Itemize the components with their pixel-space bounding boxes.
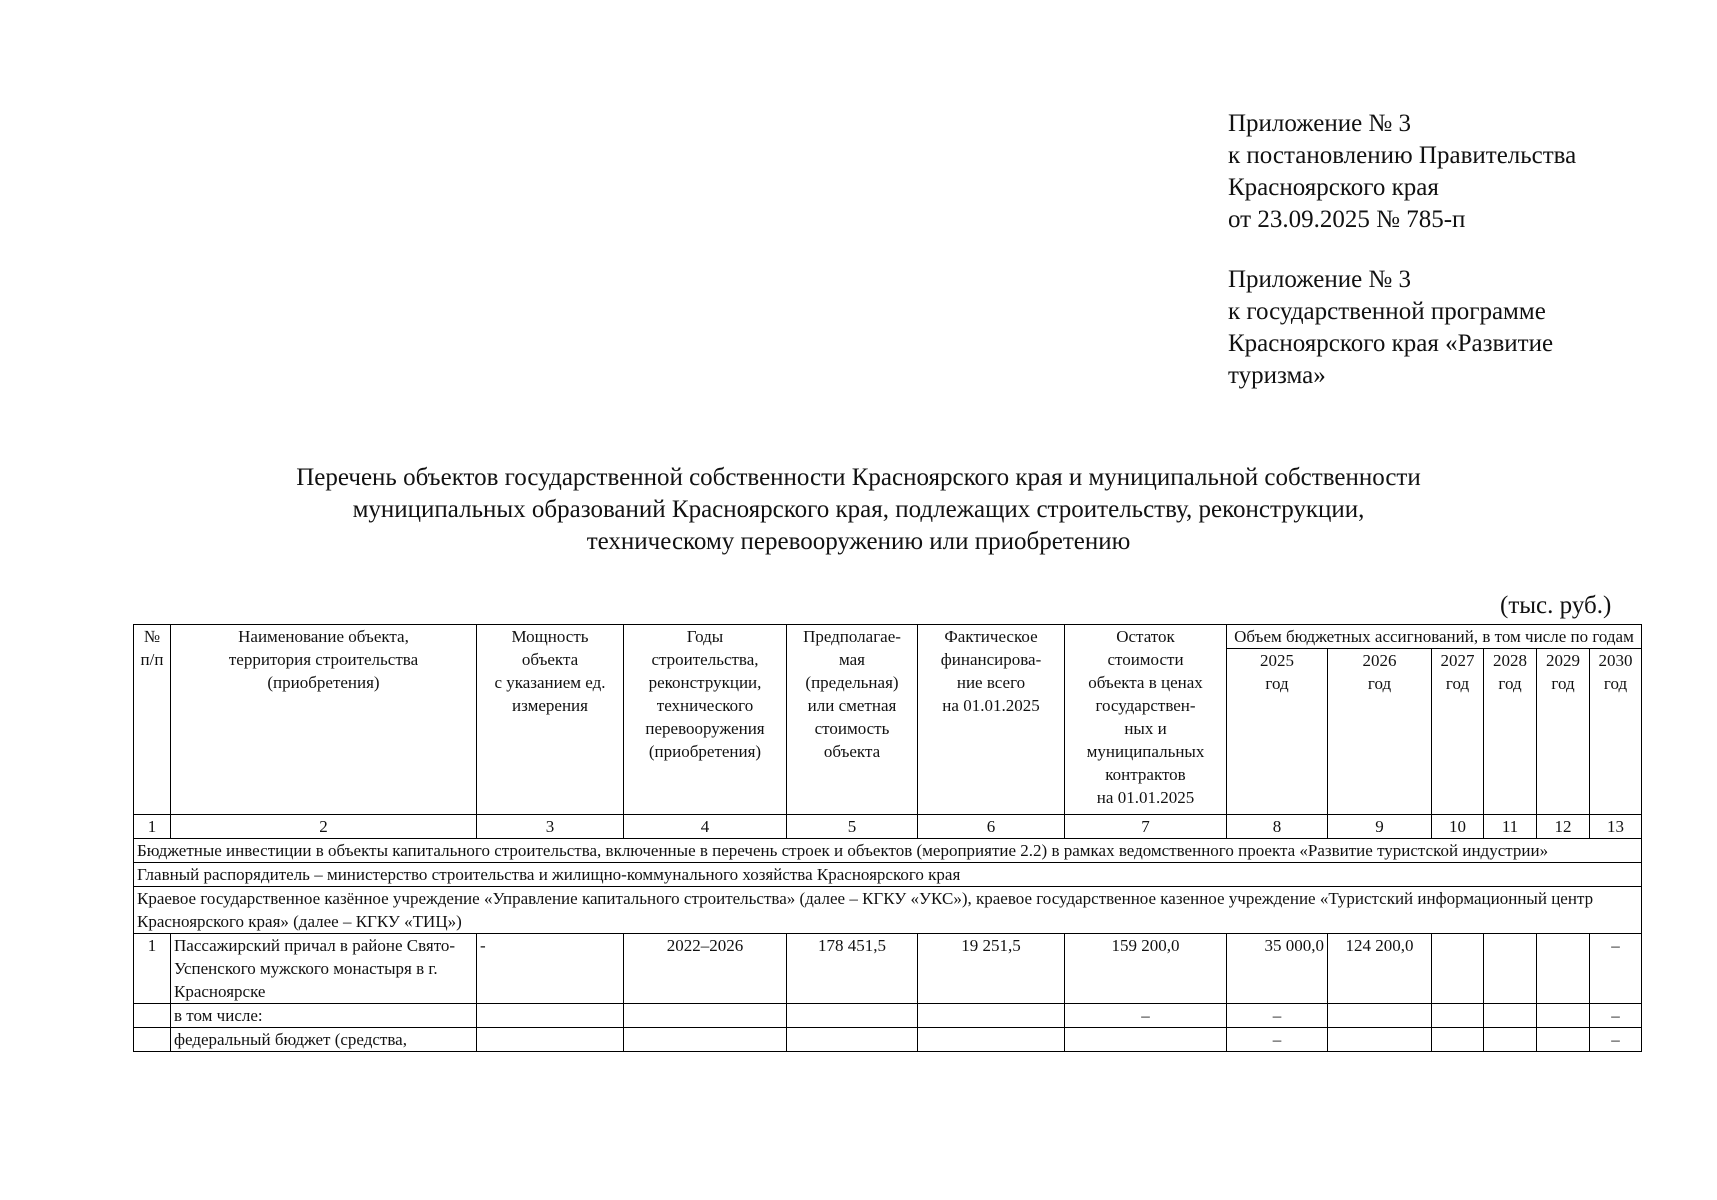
header-estimated-cost: Предполагае- мая (предельная) или сметная стоимость объекта (787, 625, 918, 815)
column-number-row (134, 815, 1642, 839)
row-actual-financing (918, 1004, 1065, 1028)
row-actual-financing (918, 1028, 1065, 1052)
row-2029 (1537, 1004, 1590, 1028)
column-number: 5 (787, 815, 918, 839)
header-capacity: Мощность объекта с указанием ед. измерения (477, 625, 624, 815)
row-years: 2022–2026 (624, 934, 787, 1004)
row-name: федеральный бюджет (средства, (171, 1028, 477, 1052)
title-line: Перечень объектов государственной собственности Красноярского края и муниципальной собственности (296, 464, 1421, 491)
header-budget-group: Объем бюджетных ассигнований, в том числе по годам (1227, 625, 1642, 649)
row-2026: 124 200,0 (1328, 934, 1432, 1004)
column-number: 7 (1065, 815, 1227, 839)
objects-table (133, 624, 1642, 1052)
column-number: 3 (477, 815, 624, 839)
header-year-2026: 2026 год (1328, 649, 1432, 815)
header-year-2028: 2028 год (1484, 649, 1537, 815)
row-2025: – (1227, 1028, 1328, 1052)
header-actual-financing: Фактическое финансирова- ние всего на 01.01.2025 (918, 625, 1065, 815)
section-manager: Главный распорядитель – министерство строительства и жилищно-коммунального хозяйства Красноярского края (134, 863, 1642, 887)
appendix-resolution-block (1228, 108, 1576, 236)
column-number: 13 (1590, 815, 1642, 839)
row-estimated-cost: 178 451,5 (787, 934, 918, 1004)
appendix-line: к государственной программе (1228, 298, 1546, 325)
row-capacity (477, 1028, 624, 1052)
row-capacity: - (477, 934, 624, 1004)
appendix-line: Приложение № 3 (1228, 266, 1412, 293)
row-2030: – (1590, 1028, 1642, 1052)
row-remaining-cost: – (1065, 1004, 1227, 1028)
column-number: 4 (624, 815, 787, 839)
column-number: 11 (1484, 815, 1537, 839)
header-name: Наименование объекта, территория строительства (приобретения) (171, 625, 477, 815)
column-number: 9 (1328, 815, 1432, 839)
column-number: 10 (1432, 815, 1484, 839)
column-number: 6 (918, 815, 1065, 839)
row-capacity (477, 1004, 624, 1028)
row-2025: 35 000,0 (1227, 934, 1328, 1004)
table-row (134, 1028, 1642, 1052)
row-years (624, 1028, 787, 1052)
header-year-2027: 2027 год (1432, 649, 1484, 815)
section-institution: Краевое государственное казённое учреждение «Управление капитального строительства» (далее – КГКУ «УКС»), краевое государственное казенное учреждение «Туристский информационный центр Красноярского края» (далее – КГКУ «ТИЦ») (134, 887, 1642, 934)
row-name: Пассажирский причал в районе Свято-Успенского мужского монастыря в г. Красноярске (171, 934, 477, 1004)
appendix-line: от 23.09.2025 № 785-п (1228, 206, 1466, 233)
title-line: техническому перевооружению или приобретению (586, 528, 1131, 555)
row-2030: – (1590, 934, 1642, 1004)
appendix-line: Приложение № 3 (1228, 110, 1412, 137)
appendix-program-block (1228, 264, 1553, 392)
section-row (134, 887, 1642, 934)
header-year-2029: 2029 год (1537, 649, 1590, 815)
row-2028 (1484, 1028, 1537, 1052)
column-number: 12 (1537, 815, 1590, 839)
row-years (624, 1004, 787, 1028)
section-investments: Бюджетные инвестиции в объекты капитального строительства, включенные в перечень строек и объектов (мероприятие 2.2) в рамках ведомственного проекта «Развитие туристской индустрии» (134, 839, 1642, 863)
row-num (134, 1004, 171, 1028)
row-2030: – (1590, 1004, 1642, 1028)
header-num: № п/п (134, 625, 171, 815)
header-year-2030: 2030 год (1590, 649, 1642, 815)
document-title (0, 462, 1717, 558)
appendix-line: Красноярского края (1228, 174, 1439, 201)
row-2029 (1537, 934, 1590, 1004)
row-2028 (1484, 1004, 1537, 1028)
appendix-line: туризма» (1228, 362, 1326, 389)
header-row (134, 625, 1642, 649)
row-name: в том числе: (171, 1004, 477, 1028)
table-row (134, 1004, 1642, 1028)
row-2025: – (1227, 1004, 1328, 1028)
row-2029 (1537, 1028, 1590, 1052)
row-actual-financing: 19 251,5 (918, 934, 1065, 1004)
row-num (134, 1028, 171, 1052)
row-2028 (1484, 934, 1537, 1004)
column-number: 2 (171, 815, 477, 839)
header-remaining-cost: Остаток стоимости объекта в ценах государствен- ных и муниципальных контрактов на 01.01.2025 (1065, 625, 1227, 815)
column-number: 8 (1227, 815, 1328, 839)
row-remaining-cost: 159 200,0 (1065, 934, 1227, 1004)
row-2027 (1432, 934, 1484, 1004)
row-estimated-cost (787, 1028, 918, 1052)
appendix-line: к постановлению Правительства (1228, 142, 1577, 169)
appendix-line: Красноярского края «Развитие (1228, 330, 1554, 357)
units-label: (тыс. руб.) (1500, 592, 1612, 619)
header-years: Годы строительства, реконструкции, технического перевооружения (приобретения) (624, 625, 787, 815)
row-2027 (1432, 1004, 1484, 1028)
row-num: 1 (134, 934, 171, 1004)
header-year-2025: 2025 год (1227, 649, 1328, 815)
row-estimated-cost (787, 1004, 918, 1028)
row-2026 (1328, 1028, 1432, 1052)
section-row (134, 863, 1642, 887)
column-number: 1 (134, 815, 171, 839)
table-row (134, 934, 1642, 1004)
row-remaining-cost (1065, 1028, 1227, 1052)
row-2026 (1328, 1004, 1432, 1028)
section-row (134, 839, 1642, 863)
title-line: муниципальных образований Красноярского края, подлежащих строительству, реконструкции, (352, 496, 1365, 523)
row-2027 (1432, 1028, 1484, 1052)
